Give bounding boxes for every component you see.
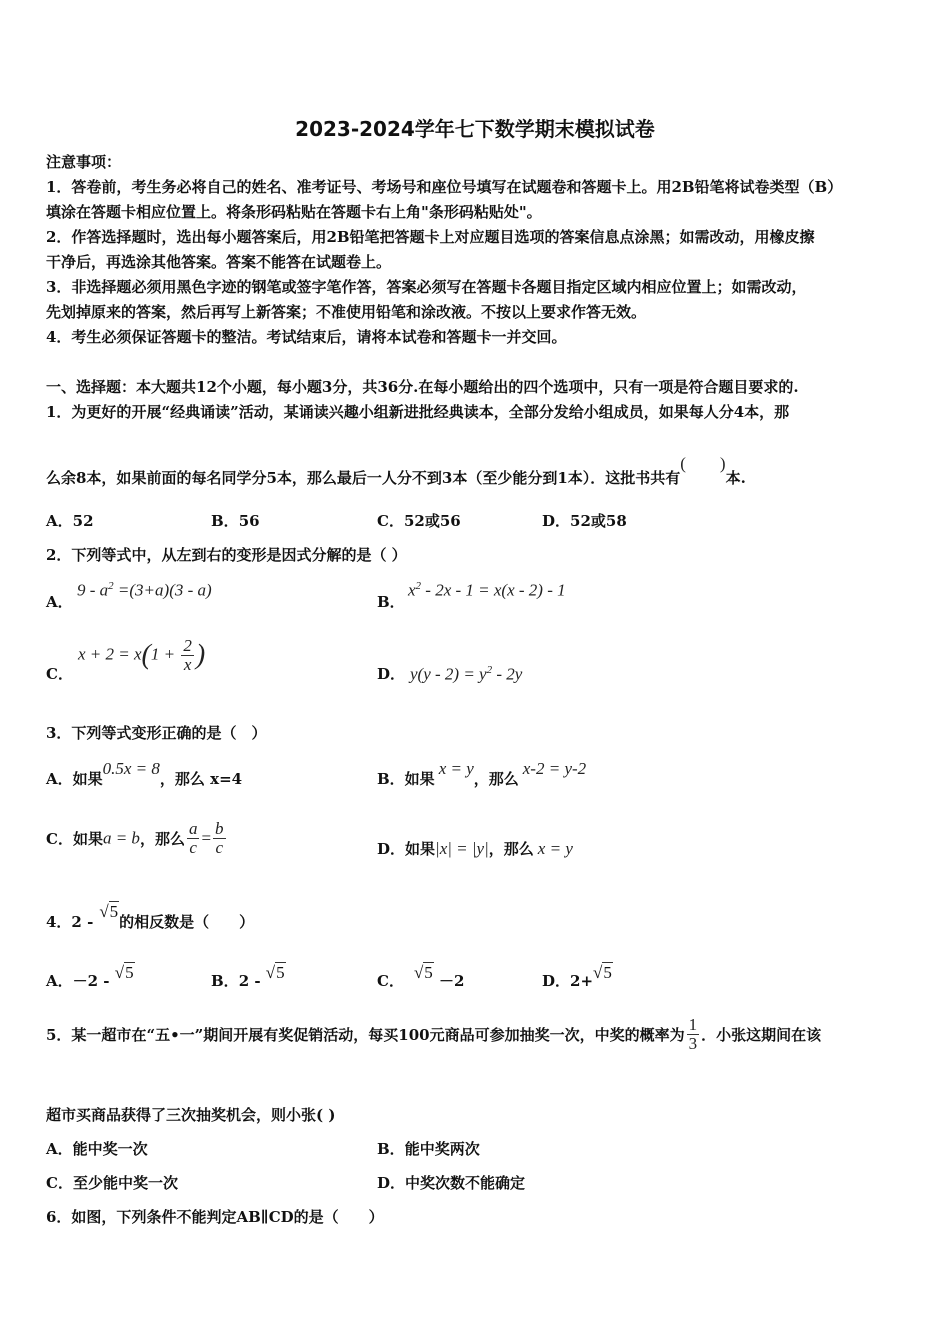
option-label: D．: [542, 512, 571, 530]
q1-option-a: [46, 510, 94, 531]
question-2-stem: 2．下列等式中，从左到右的变形是因式分解的是（ ）: [46, 546, 407, 564]
question-1-end: 本.: [725, 469, 746, 487]
q5-option-c: C．至少能中奖一次: [46, 1174, 178, 1192]
q2-option-c-label: C．: [46, 665, 73, 683]
option-label: A．: [46, 512, 73, 530]
notice-line: 填涂在答题卡相应位置上。将条形码粘贴在答题卡右上角"条形码粘贴处"。: [46, 203, 542, 221]
q2-option-a-formula: $9 - a^2 =(3+a)(3 - a)$: [77, 580, 212, 600]
notice-line: 干净后，再选涂其他答案。答案不能答在试题卷上。: [46, 253, 392, 271]
q2-option-d-label: D．: [377, 665, 406, 683]
q4-option-b: B．2 - √5: [211, 963, 285, 990]
question-1-line1: 1．为更好的开展“经典诵读”活动，某诵读兴趣小组新进批经典读本，全部分发给小组成员，如果每人分4本，那: [46, 403, 790, 421]
notice-line: 1．答卷前，考生务必将自己的姓名、准考证号、考场号和座位号填写在试题卷和答题卡上。用2B铅笔将试卷类型（B）: [46, 178, 843, 196]
option-text: 56: [238, 512, 260, 530]
q1-option-c: [377, 510, 461, 531]
option-text: 52: [72, 512, 94, 530]
q3-option-b: B．如果x = y，那么x-2 = y-2: [377, 759, 587, 788]
q4-option-d: D．2+√5: [542, 963, 612, 990]
q2-option-a-label: A．: [46, 593, 73, 611]
q1-option-b: [211, 510, 260, 531]
q3-option-d: D．如果|x| = |y|，那么 x = y: [377, 839, 573, 858]
section-heading: 一、选择题：本大题共12个小题，每小题3分，共36分.在每小题给出的四个选项中，只有一项是符合题目要求的.: [46, 378, 799, 396]
notice-line: 3．非选择题必须用黑色字迹的钢笔或签字笔作答，答案必须写在答题卡各题目指定区域内相应位置上；如需改动，: [46, 278, 807, 296]
notice-line: 2．作答选择题时，选出每小题答案后，用2B铅笔把答题卡上对应题目选项的答案信息点涂黑；如需改动，用橡皮擦: [46, 228, 815, 246]
question-4-stem: 4．2 -√5的相反数是（ ）: [46, 902, 255, 931]
q5-option-d: D．中奖次数不能确定: [377, 1174, 526, 1192]
q2-option-b-formula: $x^2 - 2x - 1 = x(x - 2) - 1$: [408, 580, 566, 600]
q4-option-a: A．－2 - √5: [46, 963, 134, 990]
q2-option-c-formula: x + 2 = x(1 + $\frac{2}{x}$ ): [78, 636, 206, 674]
option-label: B．: [211, 512, 239, 530]
question-6-stem: 6．如图，下列条件不能判定AB∥CD的是（ ）: [46, 1208, 384, 1226]
q1-option-d: [542, 510, 627, 531]
q2-option-d-formula: $y(y - 2) = y^2 - 2y$: [410, 664, 523, 684]
option-text: 52或58: [570, 512, 627, 530]
option-text: 52或56: [403, 512, 461, 530]
notice-line: 4．考生必须保证答题卡的整洁。考试结束后，请将本试卷和答题卡一并交回。: [46, 328, 567, 346]
q5-option-a: A．能中奖一次: [46, 1140, 148, 1158]
q3-option-a: A．如果0.5x = 8，那么 x=4: [46, 759, 243, 788]
notice-heading: 注意事项：: [46, 153, 122, 171]
option-label: C．: [377, 512, 404, 530]
answer-blank: ( ): [680, 454, 726, 473]
q2-option-b-label: B．: [377, 593, 405, 611]
page-title: 2023-2024学年七下数学期末模拟试卷: [295, 117, 655, 141]
q5-option-b: B．能中奖两次: [377, 1140, 480, 1158]
question-5-line1: 5．某一超市在“五•一”期间开展有奖促销活动，每买100元商品可参加抽奖一次，中奖的概率为 $\frac{1}{3}$ ．小张这期间在该: [46, 1015, 822, 1053]
notice-line: 先划掉原来的答案，然后再写上新答案；不准使用铅笔和涂改液。不按以上要求作答无效。: [46, 303, 647, 321]
question-3-stem: 3．下列等式变形正确的是（ ）: [46, 724, 267, 742]
question-1-text: 么余8本，如果前面的每名同学分5本，那么最后一人分不到3本（至少能分到1本）．这批书共有: [46, 469, 681, 487]
question-5-line2: 超市买商品获得了三次抽奖机会，则小张( ): [46, 1106, 336, 1124]
q4-option-c: C． √5 －2: [377, 963, 465, 990]
question-1-line2: [46, 454, 746, 488]
q3-option-c: C．如果a = b，那么 $\frac{a}{c}$ = $\frac{b}{c}$: [46, 819, 224, 857]
